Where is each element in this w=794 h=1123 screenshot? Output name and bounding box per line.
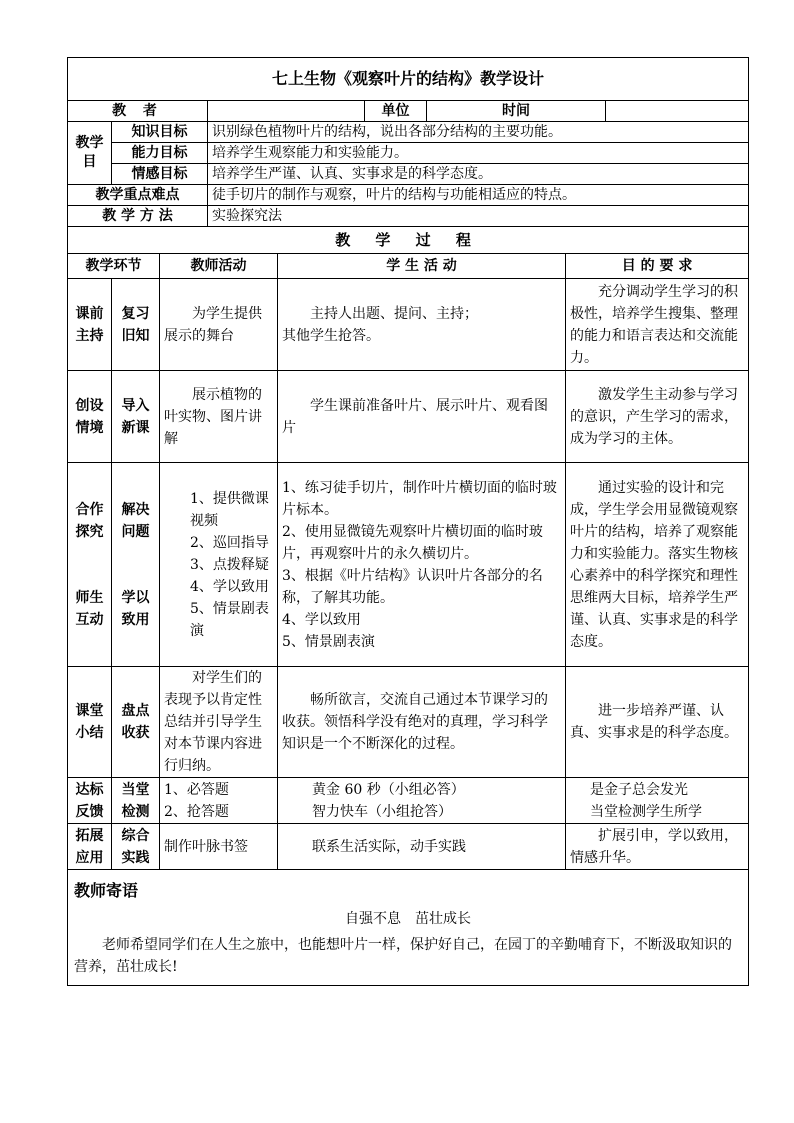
goal-feedback-line: 是金子总会发光 xyxy=(590,781,688,798)
goal-intro: 激发学生主动参与学习的意识，产生学习的需求，成为学习的主体。 xyxy=(566,371,749,463)
stage-feedback: 达标反馈 xyxy=(68,778,112,824)
teacher-activity-explore-line: 2、巡回指导 xyxy=(190,534,269,551)
stage-explore xyxy=(68,463,112,667)
spacer xyxy=(116,543,155,565)
substage-intro: 导入新课 xyxy=(112,371,160,463)
stage-extend: 拓展应用 xyxy=(68,824,112,870)
student-activity-explore-line: 3、根据《叶片结构》认识叶片各部分的名称，了解其功能。 xyxy=(282,567,543,606)
teacher-message-heading: 教师寄语 xyxy=(74,881,139,900)
substage-explore-bottom: 学以致用 xyxy=(121,589,150,628)
unit-label: 单位 xyxy=(365,101,427,122)
goals-group-label: 教学目 xyxy=(68,122,112,185)
teacher-activity-feedback xyxy=(160,778,278,824)
goal-text-emotion: 培养学生严谨、认真、实事求是的科学态度。 xyxy=(208,164,749,185)
teacher-label: 教 者 xyxy=(68,101,208,122)
student-activity-explore-line: 4、学以致用 xyxy=(282,611,361,628)
goal-label-knowledge: 知识目标 xyxy=(112,122,208,143)
stage-explore-bottom: 师生互动 xyxy=(75,589,104,628)
teacher-activity-explore-line: 5、情景剧表演 xyxy=(190,600,269,639)
teacher-activity-extend: 制作叶脉书签 xyxy=(160,824,278,870)
time-label: 时间 xyxy=(427,101,606,122)
student-activity-explore-line: 5、情景剧表演 xyxy=(282,633,375,650)
substage-summary: 盘点收获 xyxy=(112,667,160,778)
substage-explore-top: 解决问题 xyxy=(121,501,150,540)
method-label: 教 学 方 法 xyxy=(68,206,208,227)
teacher-message-motto: 自强不息 茁壮成长 xyxy=(345,911,472,927)
student-activity-feedback-line: 智力快车（小组抢答） xyxy=(312,803,452,820)
teacher-activity-intro: 展示植物的叶实物、图片讲解 xyxy=(160,371,278,463)
substage-extend: 综合实践 xyxy=(112,824,160,870)
goal-summary: 进一步培养严谨、认真、实事求是的科学态度。 xyxy=(566,667,749,778)
substage-feedback: 当堂检测 xyxy=(112,778,160,824)
teacher-activity-explore-line: 4、学以致用 xyxy=(190,578,269,595)
teacher-activity-explore xyxy=(160,463,278,667)
header-goal: 目 的 要 求 xyxy=(566,254,749,279)
student-activity-review-line: 其他学生抢答。 xyxy=(282,327,380,344)
student-activity-extend: 联系生活实际，动手实践 xyxy=(278,824,566,870)
goal-extend: 扩展引申，学以致用，情感升华。 xyxy=(566,824,749,870)
spacer xyxy=(72,543,107,565)
goal-review: 充分调动学生学习的积极性，培养学生搜集、整理的能力和语言表达和交流能力。 xyxy=(566,279,749,371)
student-activity-explore-line: 2、使用显微镜先观察叶片横切面的临时玻片，再观察叶片的永久横切片。 xyxy=(282,523,543,562)
goal-feedback xyxy=(566,778,749,824)
method-text: 实验探究法 xyxy=(208,206,749,227)
stage-intro: 创设情境 xyxy=(68,371,112,463)
student-activity-explore-line: 1、练习徒手切片，制作叶片横切面的临时玻片标本。 xyxy=(282,479,557,518)
process-title: 教 学 过 程 xyxy=(68,227,749,254)
goal-text-ability: 培养学生观察能力和实验能力。 xyxy=(208,143,749,164)
student-activity-summary: 畅所欲言，交流自己通过本节课学习的收获。领悟科学没有绝对的真理，学习科学知识是一个不断深化的过程。 xyxy=(278,667,566,778)
goal-label-emotion: 情感目标 xyxy=(112,164,208,185)
header-teacher: 教师活动 xyxy=(160,254,278,279)
time-value xyxy=(606,101,749,122)
student-activity-explore xyxy=(278,463,566,667)
stage-explore-top: 合作探究 xyxy=(75,501,104,540)
teacher-value xyxy=(208,101,365,122)
lesson-plan-table xyxy=(67,57,749,986)
teacher-activity-summary: 对学生们的表现予以肯定性总结并引导学生对本节课内容进行归纳。 xyxy=(160,667,278,778)
substage-explore xyxy=(112,463,160,667)
teacher-message xyxy=(68,870,749,986)
teacher-activity-feedback-line: 1、必答题 xyxy=(164,781,229,798)
spacer xyxy=(72,565,107,587)
stage-review: 课前主持 xyxy=(68,279,112,371)
key-points-label: 教学重点难点 xyxy=(68,185,208,206)
substage-review: 复习旧知 xyxy=(112,279,160,371)
goal-text-knowledge: 识别绿色植物叶片的结构，说出各部分结构的主要功能。 xyxy=(208,122,749,143)
goal-explore: 通过实验的设计和完成，学生学会用显微镜观察叶片的结构，培养了观察能力和实验能力。落实生物核心素养中的科学探究和理性思维两大目标，培养学生严谨、认真、实事求是的科学态度。 xyxy=(566,463,749,667)
header-student: 学 生 活 动 xyxy=(278,254,566,279)
goal-feedback-line: 当堂检测学生所学 xyxy=(590,803,702,820)
teacher-activity-feedback-line: 2、抢答题 xyxy=(164,803,229,820)
goal-label-ability: 能力目标 xyxy=(112,143,208,164)
spacer xyxy=(116,565,155,587)
teacher-activity-review: 为学生提供展示的舞台 xyxy=(160,279,278,371)
student-activity-review-line: 主持人出题、提问、主持； xyxy=(310,305,478,322)
lesson-plan-document xyxy=(67,57,748,986)
teacher-activity-explore-line: 1、提供微课视频 xyxy=(190,490,269,529)
student-activity-intro: 学生课前准备叶片、展示叶片、观看图片 xyxy=(278,371,566,463)
key-points-text: 徒手切片的制作与观察，叶片的结构与功能相适应的特点。 xyxy=(208,185,749,206)
student-activity-feedback xyxy=(278,778,566,824)
document-title: 七上生物《观察叶片的结构》教学设计 xyxy=(68,58,749,101)
header-stage: 教学环节 xyxy=(68,254,160,279)
teacher-activity-explore-line: 3、点拨释疑 xyxy=(190,556,269,573)
stage-summary: 课堂小结 xyxy=(68,667,112,778)
student-activity-review xyxy=(278,279,566,371)
teacher-message-body: 老师希望同学们在人生之旅中，也能想叶片一样，保护好自己，在园丁的辛勤哺育下，不断汲取知识的营养，茁壮成长! xyxy=(74,937,732,975)
student-activity-feedback-line: 黄金 60 秒（小组必答） xyxy=(312,781,465,798)
